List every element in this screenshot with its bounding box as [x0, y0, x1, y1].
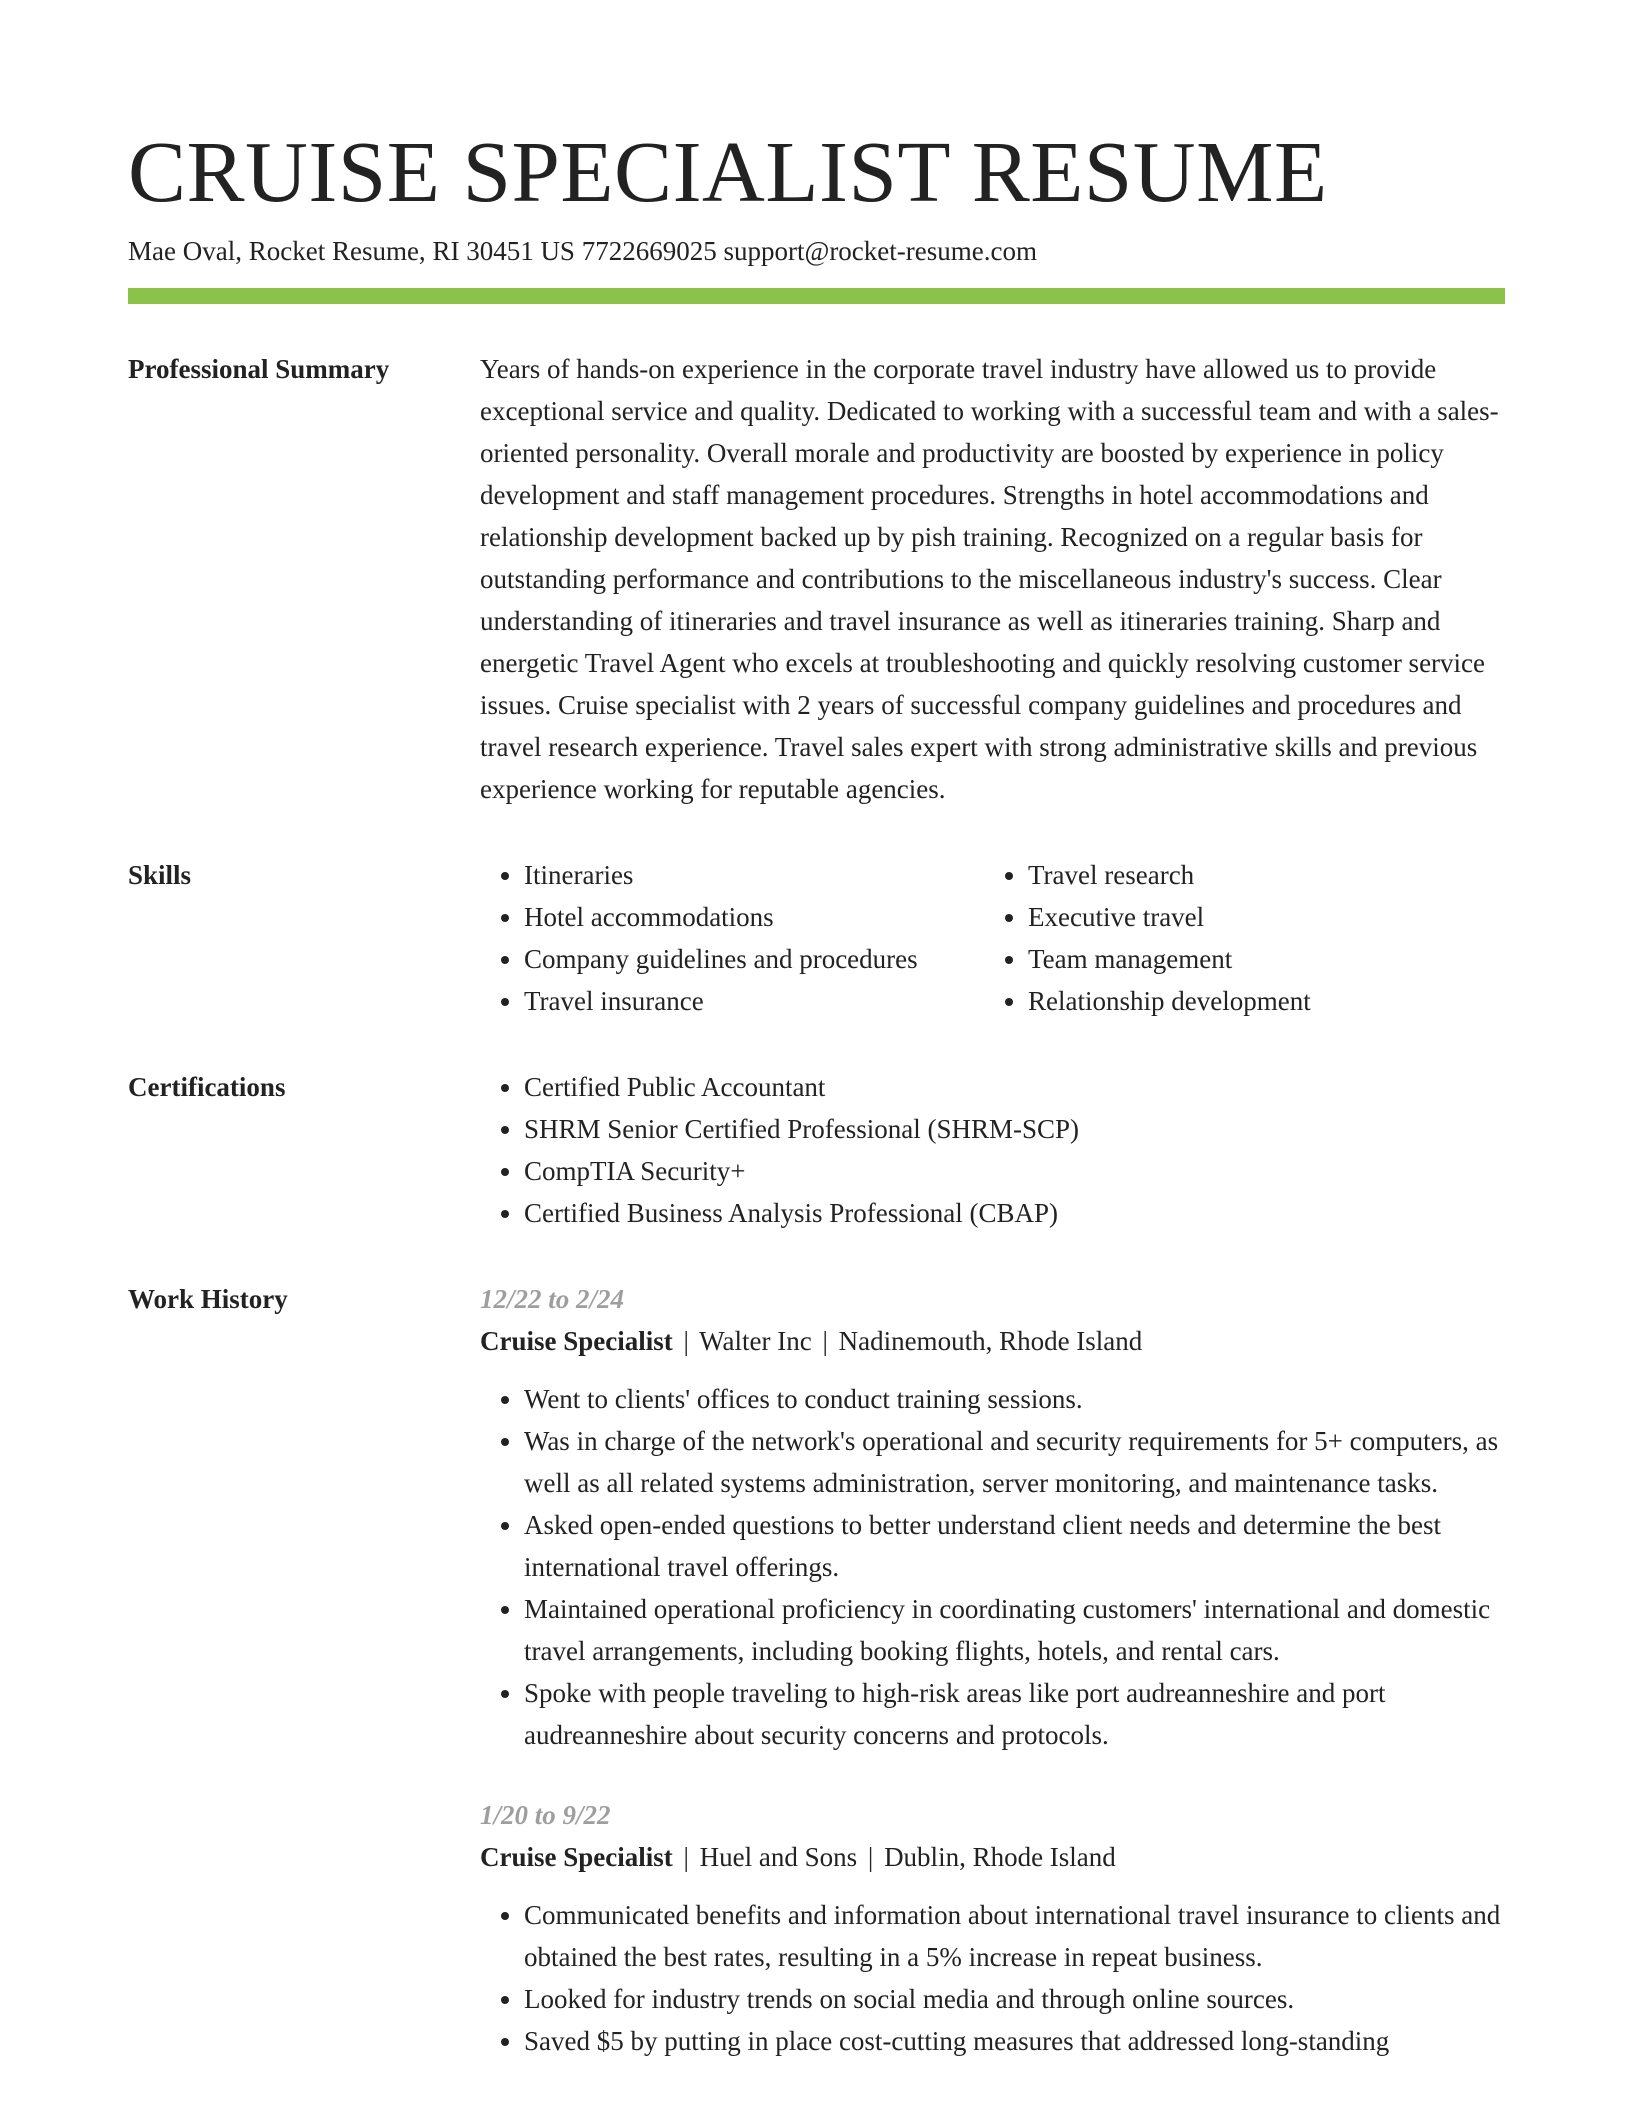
certification-item: • SHRM Senior Certified Professional (SHRM-SCP) — [524, 1108, 1505, 1150]
job-heading — [480, 1836, 1505, 1878]
skill-item: • Hotel accommodations — [524, 896, 984, 938]
skills-grid — [480, 854, 1505, 1022]
skill-item: • Travel research — [1028, 854, 1311, 896]
job-entry — [480, 1794, 1505, 2062]
job-entry — [480, 1278, 1505, 1756]
job-duties-list — [480, 1894, 1505, 2062]
section-heading-work-history: Work History — [128, 1284, 288, 1314]
job-duty: • Looked for industry trends on social media and through online sources. — [524, 1978, 1505, 2020]
job-title: Cruise Specialist — [480, 1842, 673, 1872]
job-duty: • Spoke with people traveling to high-risk areas like port audreanneshire and port audreanneshire about security concerns and protocols. — [524, 1672, 1505, 1756]
contact-line — [128, 234, 1505, 268]
certification-item: • Certified Business Analysis Professional (CBAP) — [524, 1192, 1505, 1234]
contact-company: Rocket Resume, — [248, 236, 426, 266]
summary-section — [128, 354, 1505, 810]
skills-section — [128, 860, 1505, 1022]
job-duty: • Maintained operational proficiency in coordinating customers' international and domestic travel arrangements, including booking flights, hotels, and rental cars. — [524, 1588, 1505, 1672]
skill-item: • Company guidelines and procedures — [524, 938, 984, 980]
certifications-section — [128, 1072, 1505, 1234]
summary-text: Years of hands-on experience in the corporate travel industry have allowed us to provide exceptional service and quality. Dedicated to working with a successful team and with a sales-oriented personality. Overall morale and productivity are boosted by experience in policy development and staff management procedures. Strengths in hotel accommodations and relationship development backed up by pish training. Recognized on a regular basis for outstanding performance and contributions to the miscellaneous industry's success. Clear understanding of itineraries and travel insurance as well as itineraries training. Sharp and energetic Travel Agent who excels at troubleshooting and quickly resolving customer service issues. Cruise specialist with 2 years of successful company guidelines and procedures and travel research experience. Travel sales expert with strong administrative skills and previous experience working for reputable agencies. — [480, 354, 1499, 804]
job-location: Dublin, Rhode Island — [884, 1842, 1116, 1872]
resume-page — [128, 122, 1505, 2100]
job-title: Cruise Specialist — [480, 1326, 673, 1356]
skill-item: • Itineraries — [524, 854, 984, 896]
job-location: Nadinemouth, Rhode Island — [838, 1326, 1143, 1356]
skill-item: • Team management — [1028, 938, 1311, 980]
contact-location: RI 30451 US — [432, 236, 575, 266]
certification-item: • Certified Public Accountant — [524, 1066, 1505, 1108]
skill-item: • Relationship development — [1028, 980, 1311, 1022]
separator: | — [867, 1842, 874, 1872]
skills-column-1 — [480, 854, 984, 1022]
resume-title: CRUISE SPECIALIST RESUME — [128, 123, 1328, 220]
section-heading-certifications: Certifications — [128, 1072, 286, 1102]
certifications-list — [480, 1066, 1505, 1234]
job-dates: 12/22 to 2/24 — [480, 1284, 625, 1314]
contact-phone: 7722669025 — [581, 236, 717, 266]
job-duty: • Asked open-ended questions to better understand client needs and determine the best international travel offerings. — [524, 1504, 1505, 1588]
job-heading — [480, 1320, 1505, 1362]
contact-email: support@rocket-resume.com — [723, 236, 1037, 266]
summary-body — [480, 348, 1505, 810]
section-heading-summary: Professional Summary — [128, 354, 390, 384]
separator: | — [822, 1326, 828, 1356]
job-duties-list — [480, 1378, 1505, 1756]
job-duty: • Saved $5 by putting in place cost-cutting measures that addressed long-standing — [524, 2020, 1505, 2062]
certifications-body — [480, 1066, 1505, 1234]
job-duty: • Communicated benefits and information about international travel insurance to clients and obtained the best rates, resulting in a 5% increase in repeat business. — [524, 1894, 1505, 1978]
separator: | — [683, 1326, 689, 1356]
header-divider — [128, 288, 1505, 304]
job-duty: • Went to clients' offices to conduct training sessions. — [524, 1378, 1505, 1420]
work-history-body — [480, 1278, 1505, 2100]
section-heading-skills: Skills — [128, 860, 192, 890]
work-history-section — [128, 1284, 1505, 2100]
skills-column-2 — [984, 854, 1311, 1022]
separator: | — [683, 1842, 689, 1872]
job-company: Walter Inc — [699, 1326, 812, 1356]
job-duty: • Was in charge of the network's operational and security requirements for 5+ computers, as well as all related systems administration, server monitoring, and maintenance tasks. — [524, 1420, 1505, 1504]
job-dates: 1/20 to 9/22 — [480, 1800, 611, 1830]
skill-item: • Travel insurance — [524, 980, 984, 1022]
certification-item: • CompTIA Security+ — [524, 1150, 1505, 1192]
job-company: Huel and Sons — [699, 1842, 858, 1872]
contact-name: Mae Oval, — [128, 236, 242, 266]
skill-item: • Executive travel — [1028, 896, 1311, 938]
